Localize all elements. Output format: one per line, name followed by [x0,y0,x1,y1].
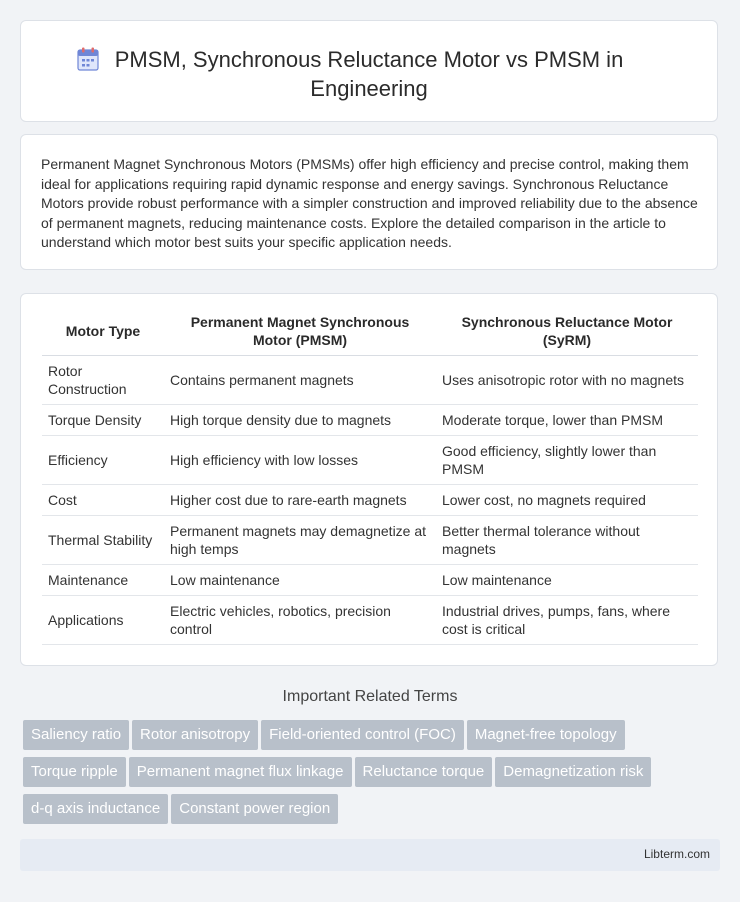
related-terms-title: Important Related Terms [282,688,458,705]
related-term-tag[interactable]: Saliency ratio [23,720,129,750]
table-header-row [42,307,698,356]
pmsm-cell: Permanent magnets may demagnetize at high temps [164,516,436,565]
table-row [42,356,698,405]
pmsm-cell: High torque density due to magnets [164,405,436,436]
intro-text: Permanent Magnet Synchronous Motors (PMSMs) offer high efficiency and precise control, making them ideal for applications requiring rapid dynamic response and energy savings. Synchronous Reluctance Motors provide robust performance with a simpler construction and improved reliability due to the absence of permanent magnets, reducing maintenance costs. Explore the detailed comparison in the article to understand which motor best suits your specific application needs. [41,156,698,250]
title-card [20,20,718,122]
row-label: Rotor Construction [42,356,164,405]
pmsm-cell: Higher cost due to rare-earth magnets [164,485,436,516]
syrm-cell: Lower cost, no magnets required [436,485,698,516]
syrm-cell: Uses anisotropic rotor with no magnets [436,356,698,405]
row-label: Cost [42,485,164,516]
row-label: Maintenance [42,565,164,596]
header-syrm: Synchronous Reluctance Motor (SyRM) [436,307,698,356]
header-motor-type: Motor Type [42,307,164,356]
related-term-tag[interactable]: Torque ripple [23,757,126,787]
related-term-tag[interactable]: d-q axis inductance [23,794,168,824]
syrm-cell: Moderate torque, lower than PMSM [436,405,698,436]
related-term-tag[interactable]: Permanent magnet flux linkage [129,757,352,787]
pmsm-cell: High efficiency with low losses [164,436,436,485]
header-pmsm: Permanent Magnet Synchronous Motor (PMSM) [164,307,436,356]
pmsm-cell: Low maintenance [164,565,436,596]
related-term-tag[interactable]: Reluctance torque [355,757,493,787]
row-label: Thermal Stability [42,516,164,565]
syrm-cell: Good efficiency, slightly lower than PMSM [436,436,698,485]
related-term-tag[interactable]: Constant power region [171,794,338,824]
footer [20,839,720,871]
related-terms-list [23,720,713,831]
footer-brand[interactable]: Libterm.com [643,847,710,861]
row-label: Applications [42,596,164,645]
comparison-table [42,307,698,645]
related-term-tag[interactable]: Demagnetization risk [495,757,651,787]
table-row [42,485,698,516]
row-label: Efficiency [42,436,164,485]
related-term-tag[interactable]: Rotor anisotropy [132,720,258,750]
comparison-card [20,293,718,666]
table-row [42,516,698,565]
related-term-tag[interactable]: Field-oriented control (FOC) [261,720,464,750]
page-title: PMSM, Synchronous Reluctance Motor vs PMSM in Engineering [114,47,624,101]
row-label: Torque Density [42,405,164,436]
intro-card [20,134,718,270]
related-term-tag[interactable]: Magnet-free topology [467,720,625,750]
table-row [42,565,698,596]
pmsm-cell: Electric vehicles, robotics, precision control [164,596,436,645]
syrm-cell: Better thermal tolerance without magnets [436,516,698,565]
pmsm-cell: Contains permanent magnets [164,356,436,405]
syrm-cell: Low maintenance [436,565,698,596]
table-row [42,436,698,485]
table-row [42,405,698,436]
table-row [42,596,698,645]
syrm-cell: Industrial drives, pumps, fans, where cost is critical [436,596,698,645]
